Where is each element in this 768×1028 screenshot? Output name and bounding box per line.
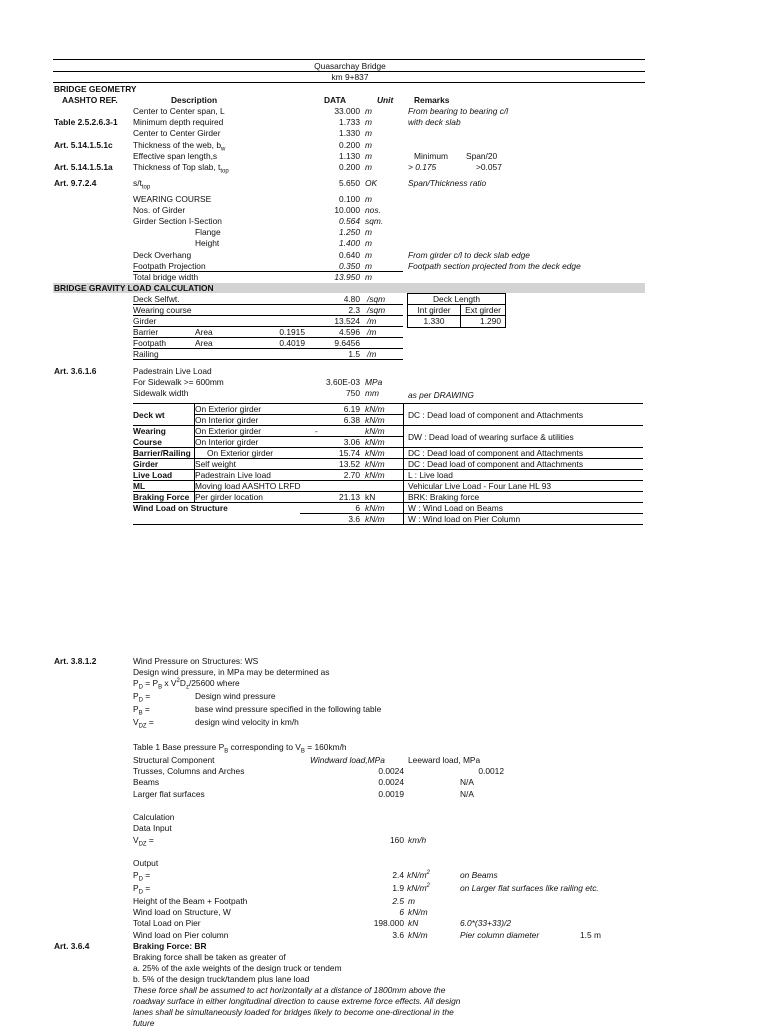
col-structural-component: Structural Component	[133, 755, 215, 765]
load-data: 15.74	[339, 448, 360, 458]
load-data: 2.70	[343, 470, 360, 480]
wind-def: $V_{DZ}$ =	[133, 717, 154, 730]
formula-rest: x V	[162, 678, 177, 688]
row-data: 1.5	[348, 349, 360, 359]
braking-ref: Art. 3.6.4	[54, 941, 90, 951]
pd2-value: 1.9	[392, 883, 404, 893]
row-desc: Total bridge width	[133, 272, 199, 282]
load-sub: On Interior girder	[195, 437, 259, 447]
def-sub: D	[138, 697, 143, 704]
row-desc: Railing	[133, 349, 159, 359]
wind-def: $P_B$ =	[133, 704, 150, 717]
row-unit: m	[365, 140, 372, 150]
pedestrian-row-data: 3.60E-03	[326, 377, 360, 387]
row-unit: /sqm	[367, 294, 386, 304]
caption-sub: B	[224, 748, 229, 755]
unit-sup: 2	[426, 870, 430, 877]
bridge-km: km 9+837	[331, 72, 369, 82]
col-aashto-ref: AASHTO REF.	[62, 95, 118, 105]
load-label-wind: Wind Load on Structure	[133, 503, 228, 513]
row-data: 10.000	[334, 205, 360, 215]
formula-d: D	[179, 678, 186, 688]
caption-rest: corresponding to V	[228, 742, 301, 752]
row-desc: WEARING COURSE	[133, 194, 212, 204]
wind-def-desc: design wind velocity in km/h	[195, 717, 299, 727]
load-sub: Self weight	[195, 459, 236, 469]
rule	[133, 337, 403, 338]
row-desc: Girder	[133, 316, 157, 326]
out-data: 3.6	[392, 930, 404, 940]
table-row-name: Trusses, Columns and Arches	[133, 766, 245, 776]
row-remark: > 0.175	[408, 162, 437, 172]
row-unit: m	[365, 128, 372, 138]
row-remark: From girder c/l to deck slab edge	[408, 250, 530, 260]
pd1-value: 2.4	[392, 870, 404, 880]
load-remark: Vehicular Live Load - Four Lane HL 93	[408, 481, 552, 491]
table-divider	[194, 403, 195, 502]
row-desc: Deck Selfwt.	[133, 294, 180, 304]
row-remark: From bearing to bearing c/l	[408, 106, 509, 116]
formula-p: P	[152, 678, 159, 688]
table-row-windward: 0.0024	[378, 766, 404, 776]
col-description: Description	[171, 95, 218, 105]
def-sym: P	[133, 691, 139, 701]
row-remark: Minimum	[414, 151, 448, 161]
load-data: 3.6	[348, 514, 360, 524]
row-desc	[133, 178, 151, 191]
deck-length-col1: Int girder	[417, 305, 451, 315]
row-desc	[133, 140, 226, 153]
pd-label: $P_D$ =	[133, 883, 151, 896]
load-unit: kN/m	[365, 437, 385, 447]
out-data: 6	[399, 907, 404, 917]
load-remark: DC : Dead load of component and Attachments	[408, 448, 584, 458]
row-desc-text: s/t	[133, 178, 142, 188]
pd-sym: P	[133, 883, 139, 893]
caption-text: Table 1 Base pressure P	[133, 742, 225, 752]
out-desc: Wind load on Pier column	[133, 930, 229, 940]
row-desc: Nos. of Girder	[133, 205, 186, 215]
rule	[133, 524, 643, 525]
row-unit: /m	[367, 327, 377, 337]
load-unit: kN/m	[365, 459, 385, 469]
row-remark: Footpath section projected from the deck edge	[408, 261, 581, 271]
unit-sup: 2	[426, 883, 430, 890]
row-unit: m	[365, 272, 372, 282]
col-unit: Unit	[377, 95, 394, 105]
col-data: DATA	[324, 95, 347, 105]
wind-heading: Wind Pressure on Structures: WS	[133, 656, 259, 666]
row-data: 1.250	[339, 227, 360, 237]
row-ref: Art. 5.14.1.5.1c	[54, 140, 113, 150]
row-desc-sub: w	[220, 146, 226, 153]
row-desc: Flange	[195, 227, 221, 237]
row-area-label: Area	[195, 327, 213, 337]
load-label-ml: ML	[133, 481, 146, 491]
row-unit: /m	[367, 316, 377, 326]
load-sub: On Interior girder	[195, 415, 259, 425]
pedestrian-row-remark: as per DRAWING	[408, 390, 474, 400]
calc-label: Calculation	[133, 812, 175, 822]
row-unit: nos.	[365, 205, 381, 215]
pedestrian-row-data: 750	[346, 388, 360, 398]
load-sub: On Exterior girder	[195, 404, 262, 414]
vdz-unit: km/h	[408, 835, 427, 845]
col-leeward: Leeward load, MPa	[408, 755, 481, 765]
load-unit: kN/m	[365, 404, 385, 414]
pedestrian-row-desc: Sidewalk width	[133, 388, 189, 398]
row-unit: sqm.	[365, 216, 384, 226]
load-sub: On Exterior girder	[207, 448, 274, 458]
row-unit: m	[365, 106, 372, 116]
load-sub: On Exterior girder	[195, 426, 262, 436]
load-remark: BRK: Braking force	[408, 492, 480, 502]
load-label-deck-wt: Deck wt	[133, 410, 165, 420]
pd1-note: on Beams	[460, 870, 498, 880]
load-sub: Per girder location	[195, 492, 263, 502]
braking-line: Braking force shall be taken as greater of	[133, 952, 286, 962]
deck-length-val2: 1.290	[480, 316, 501, 326]
formula-sup: 2	[176, 678, 180, 685]
def-sub: DZ	[138, 723, 147, 730]
deck-length-title: Deck Length	[432, 294, 481, 304]
row-data: 4.80	[343, 294, 360, 304]
braking-italic-line: lanes shall be simultaneously loaded for bridges likely to become one-directional in the	[133, 1007, 454, 1017]
row-desc: Center to Center Girder	[133, 128, 221, 138]
col-windward: Windward load,MPa	[310, 755, 385, 765]
pedestrian-row-unit: MPa	[365, 377, 383, 387]
row-area-label: Area	[195, 338, 213, 348]
row-desc: Effective span length,s	[133, 151, 218, 161]
row-desc: Barrier	[133, 327, 159, 337]
header-top-rule	[53, 59, 645, 60]
row-data: 0.200	[339, 140, 360, 150]
row-remark2: >0.057	[476, 162, 502, 172]
braking-heading: Braking Force: BR	[133, 941, 207, 951]
row-area: 0.1915	[279, 327, 305, 337]
row-unit: m	[365, 194, 372, 204]
pd-label: $P_D$ =	[133, 870, 151, 883]
rule	[133, 359, 403, 360]
load-data: 6.19	[343, 404, 360, 414]
def-sub: B	[138, 710, 143, 717]
table-row-leeward: 0.0012	[478, 766, 504, 776]
row-data: 1.130	[339, 151, 360, 161]
load-data: 3.06	[343, 437, 360, 447]
row-data: 1.400	[339, 238, 360, 248]
row-data: 0.350	[339, 261, 360, 271]
table-row-name: Beams	[133, 777, 160, 787]
pedestrian-row-unit: mm	[365, 388, 379, 398]
table-row-name: Larger flat surfaces	[133, 789, 205, 799]
load-sub: Padestrain Live load	[195, 470, 271, 480]
out-desc: Height of the Beam + Footpath	[133, 896, 248, 906]
wind-ref: Art. 3.8.1.2	[54, 656, 97, 666]
load-unit: kN	[365, 492, 376, 502]
load-sub: Moving load AASHTO LRFD	[195, 481, 301, 491]
row-unit: OK	[365, 178, 378, 188]
out-note: Pier column diameter	[460, 930, 540, 940]
caption-sub: B	[300, 748, 305, 755]
row-data: 1.330	[339, 128, 360, 138]
vdz-sub: DZ	[138, 841, 147, 848]
table-row-leeward: N/A	[460, 777, 474, 787]
output-label: Output	[133, 858, 159, 868]
wind-def-desc: base wind pressure specified in the following table	[195, 704, 382, 714]
out-unit: kN/m	[408, 907, 428, 917]
rule	[133, 326, 403, 327]
out-desc: Total Load on Pier	[133, 918, 201, 928]
rule	[133, 348, 403, 349]
row-desc-text: Thickness of the web, b	[133, 140, 221, 150]
deck-length-table	[407, 293, 506, 328]
row-area: 0.4019	[279, 338, 305, 348]
load-label-girder: Girder	[133, 459, 159, 469]
pd2-note: on Larger flat surfaces like railing etc.	[460, 883, 599, 893]
load-remark: W : Wind Load on Beams	[408, 503, 503, 513]
out-desc: Wind load on Structure, W	[133, 907, 231, 917]
out-data: 198.000	[373, 918, 404, 928]
load-data: 6.38	[343, 415, 360, 425]
row-data: 2.3	[348, 305, 360, 315]
formula-p: P	[133, 678, 139, 688]
load-unit: kN/m	[365, 470, 385, 480]
row-desc: Footpath	[133, 338, 167, 348]
load-label-live: Live Load	[133, 470, 173, 480]
row-desc: Center to Center span, L	[133, 106, 225, 116]
row-data: 13.950	[334, 272, 360, 282]
out-note: 6.0*(33+33)/2	[460, 918, 511, 928]
braking-italic-line: roadway surface in either longitudinal direction to cause extreme force effects. All design	[133, 996, 461, 1006]
pedestrian-ref: Art. 3.6.1.6	[54, 366, 97, 376]
load-data: 21.13	[339, 492, 360, 502]
row-remark: with deck slab	[408, 117, 461, 127]
load-remark: L : Live load	[408, 470, 453, 480]
table-divider	[403, 403, 404, 524]
section-title-geometry: BRIDGE GEOMETRY	[54, 84, 137, 94]
pedestrian-row-desc: Padestrain Live Load	[133, 366, 212, 376]
row-desc: Wearing course	[133, 305, 192, 315]
wind-formula: $P_D = P_B$ x $V^2D_z/25600$ where	[133, 678, 240, 691]
formula-end: /25600 where	[188, 678, 240, 688]
load-dash: -	[315, 426, 318, 436]
row-desc-sub: top	[220, 168, 229, 175]
caption-end: = 160km/h	[304, 742, 347, 752]
load-remark: W : Wind load on Pier Column	[408, 514, 521, 524]
braking-line: b. 5% of the design truck/tandem plus lane load	[133, 974, 310, 984]
row-data: 4.596	[339, 327, 360, 337]
vdz-sym: V	[133, 835, 139, 845]
braking-line: a. 25% of the axle weights of the design truck or tendem	[133, 963, 342, 973]
table-row-windward: 0.0019	[378, 789, 404, 799]
load-unit: kN/m	[365, 514, 385, 524]
load-remark: DW : Dead load of wearing surface & utilities	[408, 432, 574, 442]
row-desc	[133, 162, 229, 175]
load-data: 6	[355, 503, 360, 513]
row-unit: /m	[367, 349, 377, 359]
row-ref: Art. 9.7.2.4	[54, 178, 97, 188]
row-unit: m	[365, 117, 372, 127]
input-label: Data Input	[133, 823, 172, 833]
row-unit: m	[365, 261, 372, 271]
out-data: 2.5	[392, 896, 404, 906]
row-remark2: Span/20	[466, 151, 498, 161]
def-sym: V	[133, 717, 139, 727]
load-unit: kN/m	[365, 503, 385, 513]
row-desc-text: Thickness of Top slab, t	[133, 162, 221, 172]
pd1-unit	[407, 870, 430, 880]
row-desc-sub: top	[141, 184, 151, 191]
row-unit: m	[365, 162, 372, 172]
section-title-gravity: BRIDGE GRAVITY LOAD CALCULATION	[54, 283, 214, 293]
deck-length-val1: 1.330	[423, 316, 445, 326]
formula-sub-b: B	[158, 684, 163, 691]
row-data: 0.200	[339, 162, 360, 172]
table-row-windward: 0.0024	[378, 777, 404, 787]
row-unit: m	[365, 151, 372, 161]
def-sym: P	[133, 704, 139, 714]
braking-italic-line: These force shall be assumed to act horizontally at a distance of 1800mm above the	[133, 985, 446, 995]
formula-sub-z: z	[185, 684, 189, 691]
load-label-course: Course	[133, 437, 162, 447]
pd-sub: D	[138, 889, 143, 896]
row-data: 5.650	[339, 178, 360, 188]
load-data: 13.52	[339, 459, 360, 469]
wind-line1: Design wind pressure, in MPa may be determined as	[133, 667, 330, 677]
row-desc: Height	[195, 238, 220, 248]
row-unit: /sqm	[367, 305, 386, 315]
out-unit: m	[408, 896, 415, 906]
row-desc: Girder Section I-Section	[133, 216, 222, 226]
pd-sym: P	[133, 870, 139, 880]
row-data: 0.564	[339, 216, 360, 226]
braking-italic-line: future	[133, 1018, 155, 1028]
unit-text: kN/m	[407, 870, 427, 880]
row-desc: Deck Overhang	[133, 250, 192, 260]
row-data: 0.100	[339, 194, 360, 204]
unit-text: kN/m	[407, 883, 427, 893]
pedestrian-row-desc: For Sidewalk >= 600mm	[133, 377, 224, 387]
table-row-leeward: N/A	[460, 789, 474, 799]
deck-length-col2: Ext girder	[465, 305, 501, 315]
row-unit: m	[365, 238, 372, 248]
load-label-wearing: Wearing	[133, 426, 166, 436]
row-data: 33.000	[334, 106, 360, 116]
out-note-val: 1.5 m	[580, 930, 601, 940]
vdz-value: 160	[390, 835, 404, 845]
row-unit: m	[365, 227, 372, 237]
load-unit: kN/m	[365, 415, 385, 425]
row-data: 13.524	[334, 316, 360, 326]
vdz-label: $V_{DZ}$ =	[133, 835, 154, 848]
formula-sub-d: D	[138, 684, 143, 691]
out-unit: kN	[408, 918, 419, 928]
load-unit: kN/m	[365, 448, 385, 458]
load-label-braking: Braking Force	[133, 492, 190, 502]
row-ref: Art. 5.14.1.5.1a	[54, 162, 113, 172]
pd2-unit	[407, 883, 430, 893]
table-caption	[133, 742, 347, 755]
load-remark: DC : Dead load of component and Attachments	[408, 459, 584, 469]
bridge-name: Quasarchay Bridge	[314, 61, 386, 71]
load-remark: DC : Dead load of component and Attachments	[408, 410, 584, 420]
row-ref: Table 2.5.2.6.3-1	[54, 117, 118, 127]
header-bottom-rule	[53, 82, 645, 83]
row-remark: Span/Thickness ratio	[408, 178, 487, 188]
load-label-barrier: Barrier/Railing	[133, 448, 191, 458]
rule	[133, 315, 403, 316]
row-desc: Minimum depth required	[133, 117, 224, 127]
row-data: 9.6456	[334, 338, 360, 348]
col-remarks: Remarks	[414, 95, 450, 105]
row-desc: Footpath Projection	[133, 261, 206, 271]
wind-def: $P_D$ =	[133, 691, 151, 704]
load-unit: kN/m	[365, 426, 385, 436]
wind-def-desc: Design wind pressure	[195, 691, 276, 701]
row-data: 1.733	[339, 117, 360, 127]
row-unit: m	[365, 250, 372, 260]
pd-sub: D	[138, 876, 143, 883]
out-unit: kN/m	[408, 930, 428, 940]
row-data: 0.640	[339, 250, 360, 260]
